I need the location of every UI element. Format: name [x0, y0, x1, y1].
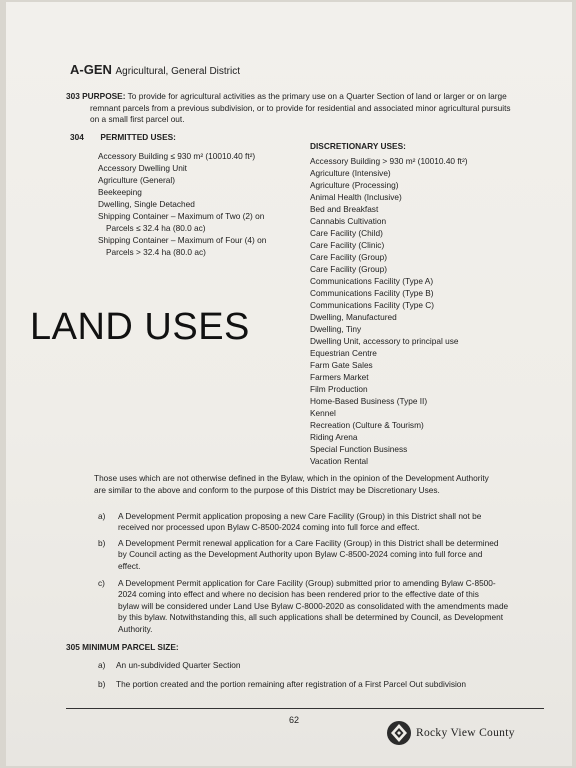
list-item: Agriculture (Processing): [310, 180, 399, 190]
list-item: Care Facility (Child): [310, 228, 383, 238]
min-parcel-item-b: [98, 679, 518, 689]
discretionary-uses-list: [310, 140, 550, 467]
list-item: Agriculture (Intensive): [310, 168, 391, 178]
purpose-line-3: on a small first parcel out.: [90, 114, 185, 125]
list-item: Parcels > 32.4 ha (80.0 ac): [106, 247, 206, 257]
purpose-label: 303 PURPOSE:: [66, 91, 126, 101]
item-label: b): [98, 679, 106, 689]
purpose-line-1: To provide for agricultural activities as the primary use on a Quarter Section of land or larger or on large: [127, 91, 507, 101]
list-item: Accessory Dwelling Unit: [98, 163, 187, 173]
list-item: Agriculture (General): [98, 175, 176, 185]
list-item: Care Facility (Group): [310, 252, 387, 262]
list-item: Dwelling, Manufactured: [310, 312, 397, 322]
list-item: Equestrian Centre: [310, 348, 377, 358]
list-item: Beekeeping: [98, 187, 142, 197]
list-item: Dwelling, Tiny: [310, 324, 362, 334]
land-uses-overlay-text: LAND USES: [30, 306, 250, 348]
list-item: Communications Facility (Type B): [310, 288, 434, 298]
footer-divider: [66, 708, 544, 709]
page-number: 62: [289, 715, 300, 725]
condition-line: A Development Permit application for Care Facility (Group) submitted prior to amending Bylaw C-8500-: [118, 578, 496, 588]
item-text: An un-subdivided Quarter Section: [116, 660, 241, 670]
rocky-view-county-logo-icon: [386, 720, 412, 746]
condition-label: c): [98, 578, 105, 588]
list-item: Communications Facility (Type C): [310, 300, 435, 310]
list-item: Dwelling Unit, accessory to principal use: [310, 336, 459, 346]
list-item: Recreation (Culture & Tourism): [310, 420, 424, 430]
list-item: Parcels ≤ 32.4 ha (80.0 ac): [106, 223, 206, 233]
condition-a: [98, 511, 538, 534]
list-item: Film Production: [310, 384, 368, 394]
condition-line: Authority.: [118, 623, 153, 634]
county-logo: [386, 720, 515, 746]
purpose-line-2: remnant parcels from a previous subdivision, or to provide for residential and associated minor agricultural pursuits: [90, 102, 511, 113]
list-item: Farmers Market: [310, 372, 369, 382]
condition-line: by Council acting as the Development Authority upon Bylaw C-8500-2024 coming into full force and: [118, 549, 483, 560]
list-item: Cannabis Cultivation: [310, 216, 387, 226]
section-number: 304: [70, 132, 84, 142]
condition-label: a): [98, 511, 106, 521]
item-label: a): [98, 660, 106, 670]
closing-line-1: Those uses which are not otherwise defined in the Bylaw, which in the opinion of the Development Authority: [94, 473, 489, 483]
item-text: The portion created and the portion remaining after registration of a First Parcel Out subdivision: [116, 679, 467, 689]
closing-paragraph: [94, 473, 544, 496]
list-item: Care Facility (Clinic): [310, 240, 385, 250]
county-name: Rocky View County: [416, 727, 515, 739]
purpose-section: [66, 91, 546, 126]
condition-b: [98, 538, 538, 572]
permitted-uses-heading: [70, 132, 176, 142]
list-item: Special Function Business: [310, 444, 408, 454]
condition-line: bylaw will be considered under Land Use Bylaw C-8000-2020 as consolidated with the amendments made: [118, 600, 509, 611]
condition-line: received nor processed upon Bylaw C-8500-2024 coming into full force and effect.: [118, 522, 420, 533]
district-code: A-GEN: [70, 62, 112, 77]
discretionary-uses-label: DISCRETIONARY USES:: [310, 141, 406, 151]
condition-c: [98, 578, 538, 635]
list-item: Accessory Building ≤ 930 m² (10010.40 ft²): [98, 151, 256, 161]
district-name: Agricultural, General District: [115, 66, 240, 77]
list-item: Care Facility (Group): [310, 264, 387, 274]
list-item: Bed and Breakfast: [310, 204, 379, 214]
condition-label: b): [98, 538, 106, 548]
list-item: Accessory Building > 930 m² (10010.40 ft²): [310, 156, 468, 166]
list-item: Vacation Rental: [310, 456, 368, 466]
condition-line: A Development Permit renewal application for a Care Facility (Group) in this District shall be determined: [118, 538, 499, 548]
min-parcel-item-a: [98, 660, 518, 670]
list-item: Communications Facility (Type A): [310, 276, 434, 286]
condition-line: 2024 coming into effect and where no decision has been rendered prior to the effective date of this: [118, 589, 479, 600]
list-item: Shipping Container – Maximum of Two (2) on: [98, 211, 265, 221]
condition-line: effect.: [118, 560, 141, 571]
closing-line-2: are similar to the above and conform to the purpose of this District may be Discretionary Uses.: [94, 484, 440, 495]
list-item: Dwelling, Single Detached: [98, 199, 195, 209]
minimum-parcel-heading: 305 MINIMUM PARCEL SIZE:: [66, 642, 179, 652]
list-item: Shipping Container – Maximum of Four (4) on: [98, 235, 267, 245]
condition-line: by this bylaw. Notwithstanding this, all such applications shall be determined by Council, as Development: [118, 612, 504, 623]
permitted-uses-label: PERMITTED USES:: [100, 132, 176, 142]
list-item: Animal Health (Inclusive): [310, 192, 402, 202]
list-item: Farm Gate Sales: [310, 360, 373, 370]
list-item: Riding Arena: [310, 432, 358, 442]
list-item: Kennel: [310, 408, 336, 418]
district-title: [70, 62, 240, 77]
condition-line: A Development Permit application proposing a new Care Facility (Group) in this District shall not be: [118, 511, 482, 521]
permitted-uses-list: [98, 150, 298, 258]
list-item: Home-Based Business (Type II): [310, 396, 428, 406]
document-page: [6, 2, 572, 766]
